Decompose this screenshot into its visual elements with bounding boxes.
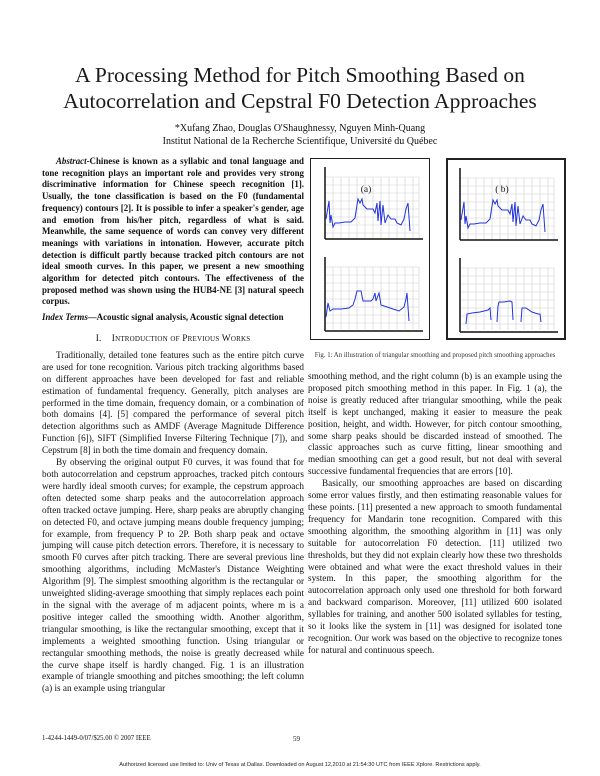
- abstract-text: -Chinese is known as a syllabic and tonal language and tone recognition plays an important role and provides very strong discriminative information for Chinese speech recognition [1]. Usually, the tone classification is based on the F0 (fundamental frequency) contours [2]. It is possible to infer a speaker's gender, age and emotion from his/her pitch, regardless of what is said. Meanwhile, the same sequence of words can convey very different meanings with variations in intonation. However, accurate pitch detection is difficult partly because tracked pitch contours are not ideal smooth curves. In this paper, we present a new smoothing algorithm for detected pitch contours. The effectiveness of the proposed method was shown using the HUB4-NE [3] natural speech corpus.: [42, 156, 304, 307]
- pitch-plot-original-b: [448, 162, 564, 246]
- section-heading: [42, 334, 304, 346]
- pitch-plot-triangular-smoothed: [311, 251, 427, 335]
- abstract-label: Abstract: [56, 156, 87, 166]
- title-line-1: A Processing Method for Pitch Smoothing Based on: [75, 63, 525, 87]
- authors: *Xufang Zhao, Douglas O'Shaughnessy, Nguyen Minh-Quang: [174, 123, 426, 134]
- authorized-use-notice: Authorized licensed use limited to: Univ of Texas at Dallas. Downloaded on August 12,2010 at 21:54:30 UTC from IEEE Xplore. Restrictions apply.: [119, 762, 481, 768]
- page-number: 59: [293, 735, 300, 743]
- section-number: I.: [95, 334, 102, 345]
- section-title: Introduction of Previous Works: [111, 334, 251, 345]
- body-paragraph: Traditionally, detailed tone features such as the entire pitch curve are used for tone recognition. Various pitch tracking algorithms based on different approaches have been developed for fast and reliable estimation of fundamental frequency. Generally, pitch analyses are performed in the time domain, frequency domain, or a combination of both domains [4]. [5] compared the performance of several pitch detection algorithms such as AMDF (Average Magnitude Difference Function [6]), SIFT (Simplified Inverse Filtering Technique [7]), and Cepstrum [8] in both the time domain and frequency domain.: [42, 349, 304, 456]
- author-block: [0, 122, 600, 148]
- abstract: [42, 156, 304, 308]
- left-column: [42, 156, 304, 695]
- figure-label-b: ( b): [495, 185, 509, 195]
- body-paragraph: smoothing method, and the right column (b) is an example using the proposed pitch smoothing method in this paper. In Fig. 1 (a), the noise is greatly reduced after triangular smoothing, while the peak itself is kept unchanged, making it easier to measure the peak position, height, and width. However, for pitch contour smoothing, some sharp peaks should be discarded instead of smoothed. The classic approaches such as curve fitting, linear smoothing and median smoothing can get a good result, but not deal with several successive fundamental frequencies that are errors [10].: [308, 371, 562, 477]
- body-paragraph: Basically, our smoothing approaches are based on discarding some error values firstly, and then estimating reasonable values for these points. [11] presented a new approach to smooth fundamental frequency for Mandarin tone recognition. Compared with this smoothing algorithm, the smoothing algorithm in [11] was only suitable for autocorrelation F0 detection. [11] utilized two thresholds, but they did not explain clearly how these two thresholds were obtained and what were the exact threshold values in their system. In this paper, the smoothing algorithm for the autocorrelation approach only used one threshold for both forward and backward comparison. Moreover, [11] utilized 600 isolated syllables for training, and another 500 isolated syllables for testing, so it looks like the system in [11] was designed for isolated tone recognition. Our work was based on the objective to recognize tones for natural and continuous speech.: [308, 478, 562, 655]
- paper-title: [0, 62, 600, 114]
- affiliation: Institut National de la Recherche Scientifique, Université du Québec: [162, 136, 438, 147]
- figure-label-a: (a): [360, 185, 372, 195]
- right-column: [308, 371, 562, 657]
- index-terms: [42, 312, 304, 324]
- pitch-plot-proposed-smoothed: [448, 252, 564, 336]
- pitch-plot-original-a: [311, 161, 427, 245]
- index-terms-text: —Acoustic signal analysis, Acoustic signal detection: [87, 312, 284, 323]
- figure-caption: Fig. 1: An illustration of triangular smoothing and proposed pitch smoothing approaches: [314, 352, 556, 359]
- body-paragraph: By observing the original output F0 curves, it was found that for both autocorrelation and cepstrum approaches, tracked pitch contours were hardly ideal smooth curves; for example, the cepstrum approach often detected some sharp peaks and the autocorrelation approach often tracked octave jumping. Here, sharp peaks are abruptly changing on detected F0, and octave jumping means double frequency jumping; for example, from frequency P to 2P. Both sharp peak and octave jumping will cause pitch detection errors. Therefore, it is necessary to smooth F0 curves after pitch tracking. There are several previous line smoothing algorithms, including McMaster's Distance Weighting Algorithm [9]. The simplest smoothing algorithm is the rectangular or unweighted sliding-average smoothing that simply replaces each point in the signal with the average of m adjacent points, where m is a positive integer called the smoothing width. Another algorithm, triangular smoothing, is like the rectangular smoothing, except that it implements a weighted smoothing function. Using triangular or rectangular smoothing methods, the noise is greatly decreased while the curve shape itself is hardly changed. Fig. 1 is an illustration example of triangle smoothing and pitches smoothing; the left column (a) is an example using triangular: [42, 457, 304, 694]
- title-line-2: Autocorrelation and Cepstral F0 Detection Approaches: [63, 89, 537, 113]
- index-terms-label: Index Terms: [42, 312, 88, 323]
- footer-isbn: 1-4244-1449-0/07/$25.00 © 2007 IEEE: [42, 735, 151, 742]
